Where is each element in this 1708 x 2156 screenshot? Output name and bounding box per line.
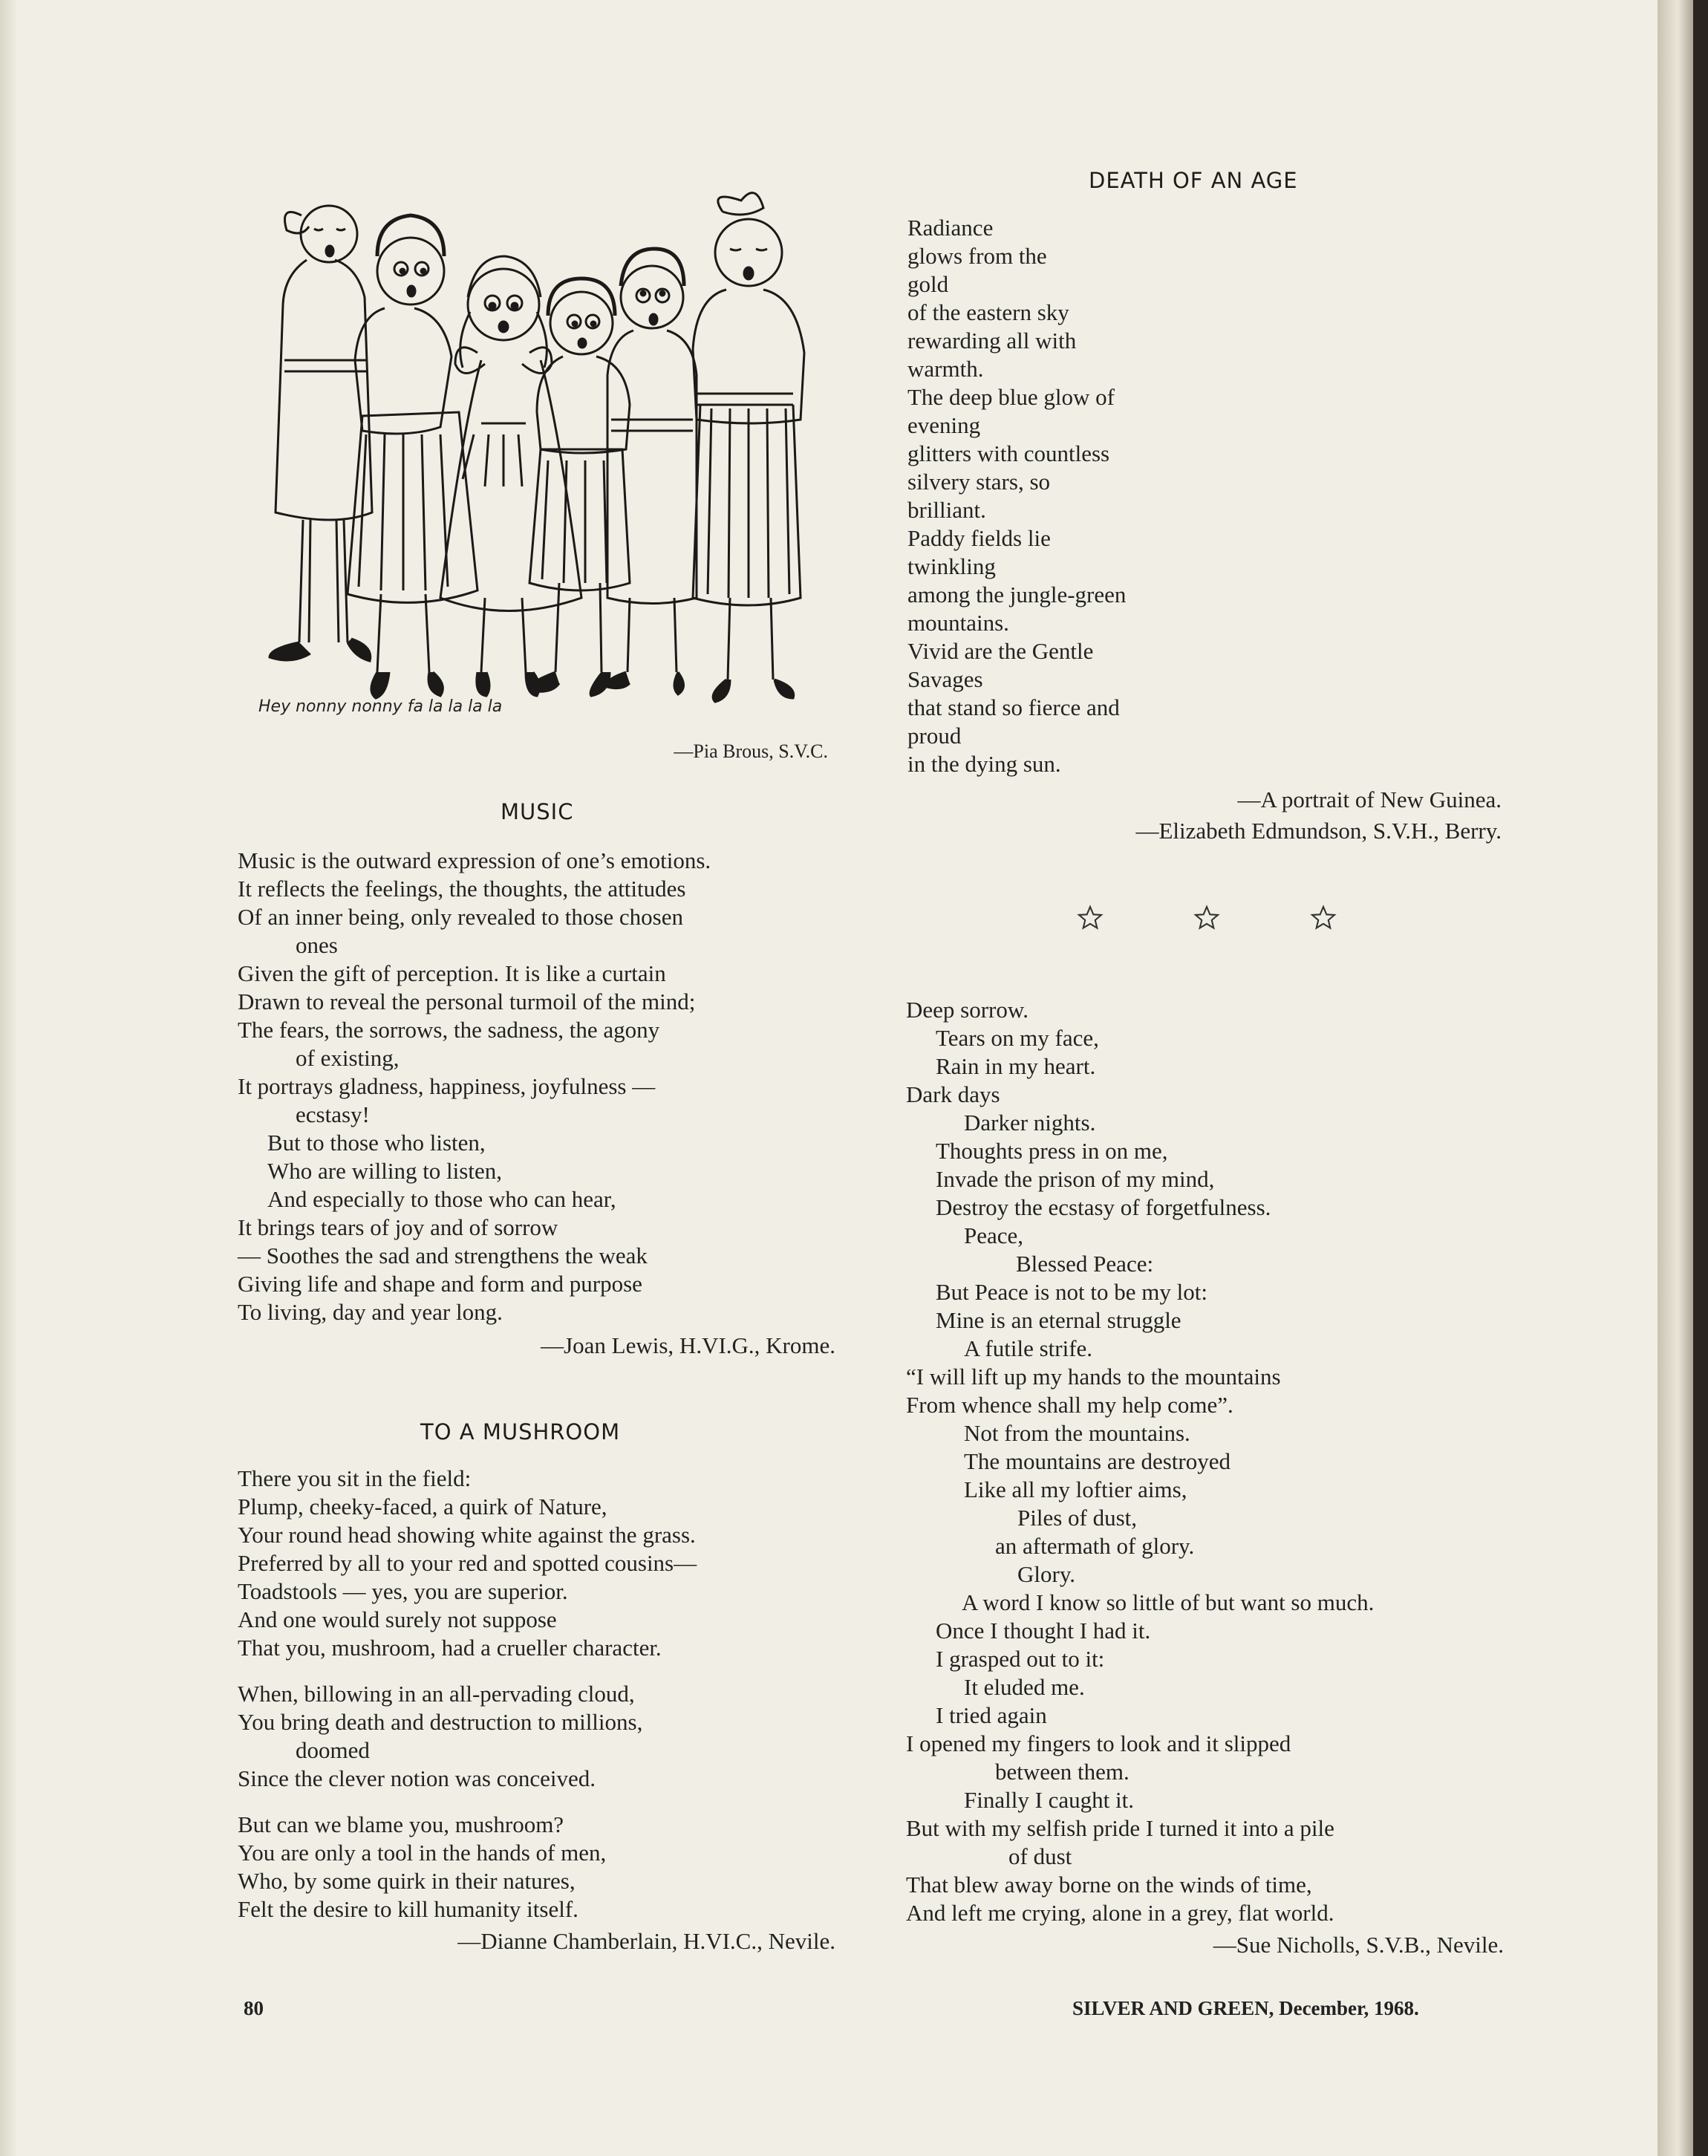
poem-line: And especially to those who can hear, bbox=[267, 1186, 616, 1212]
poem-line: mountains. bbox=[907, 610, 1009, 636]
book-edge bbox=[1693, 0, 1708, 2156]
poem-line: Giving life and shape and form and purpose bbox=[238, 1271, 642, 1297]
poem-line: But Peace is not to be my lot: bbox=[936, 1279, 1207, 1305]
poem-line: When, billowing in an all-pervading cloud, bbox=[238, 1681, 635, 1707]
poem-line: That blew away borne on the winds of time, bbox=[906, 1872, 1312, 1898]
poem-line: It portrays gladness, happiness, joyfulness — bbox=[238, 1073, 656, 1099]
poem-line: You bring death and destruction to millions, bbox=[238, 1709, 643, 1735]
poem-line: Blessed Peace: bbox=[1016, 1251, 1154, 1277]
poem-line: gold bbox=[907, 271, 949, 297]
poem-line: Radiance bbox=[907, 215, 994, 241]
poem-line: It brings tears of joy and of sorrow bbox=[238, 1214, 558, 1240]
poem-line: Music is the outward expression of one’s emotions. bbox=[238, 847, 711, 873]
poem-line: The fears, the sorrows, the sadness, the agony bbox=[238, 1017, 660, 1043]
poem-line: Toadstools — yes, you are superior. bbox=[238, 1578, 568, 1604]
poem-line: Like all my loftier aims, bbox=[964, 1476, 1187, 1502]
star-icon bbox=[1193, 905, 1220, 931]
death-signature: —Elizabeth Edmundson, S.V.H., Berry. bbox=[1135, 818, 1502, 844]
poem-line: of dust bbox=[1008, 1843, 1072, 1869]
poem-line: proud bbox=[907, 723, 962, 749]
poem-line: Rain in my heart. bbox=[936, 1053, 1096, 1079]
poem-line: A futile strife. bbox=[964, 1335, 1093, 1361]
poem-line: in the dying sun. bbox=[907, 751, 1061, 777]
poem-line: Destroy the ecstasy of forgetfulness. bbox=[936, 1194, 1271, 1220]
poem-line: Glory. bbox=[1017, 1561, 1076, 1587]
poem-line: Vivid are the Gentle bbox=[907, 638, 1094, 664]
death-note: —A portrait of New Guinea. bbox=[1237, 786, 1502, 812]
sorrow-signature: —Sue Nicholls, S.V.B., Nevile. bbox=[1213, 1932, 1504, 1958]
poem-line: Who are willing to listen, bbox=[267, 1158, 502, 1184]
publication-footer: SILVER AND GREEN, December, 1968. bbox=[1072, 1997, 1419, 2019]
poem-line: Since the clever notion was conceived. bbox=[238, 1765, 596, 1791]
poem-line: Your round head showing white against the grass. bbox=[238, 1522, 696, 1548]
sorrow-poem bbox=[906, 996, 1504, 1958]
music-poem bbox=[238, 847, 835, 1359]
poem-line: Savages bbox=[907, 666, 983, 692]
poem-line: — Soothes the sad and strengthens the weak bbox=[238, 1243, 648, 1268]
death-title: DEATH OF AN AGE bbox=[1089, 168, 1298, 193]
mushroom-title: TO A MUSHROOM bbox=[420, 1419, 621, 1445]
music-title: MUSIC bbox=[501, 799, 574, 824]
poem-line: Not from the mountains. bbox=[964, 1420, 1190, 1446]
poem-line: evening bbox=[907, 412, 981, 438]
poem-line: Felt the desire to kill humanity itself. bbox=[238, 1896, 578, 1922]
poem-line: But to those who listen, bbox=[267, 1130, 486, 1156]
poem-line: Piles of dust, bbox=[1017, 1505, 1138, 1531]
poem-line: Deep sorrow. bbox=[906, 997, 1029, 1023]
poem-line: I opened my fingers to look and it slipped bbox=[906, 1730, 1291, 1756]
poem-line: Of an inner being, only revealed to those chosen bbox=[238, 904, 684, 930]
poem-line: between them. bbox=[995, 1759, 1130, 1785]
poem-line: Once I thought I had it. bbox=[936, 1618, 1151, 1644]
singing-girls-illustration bbox=[236, 178, 838, 732]
poem-line: Dark days bbox=[906, 1081, 1000, 1107]
poem-line: The mountains are destroyed bbox=[964, 1448, 1231, 1474]
poem-line: From whence shall my help come”. bbox=[906, 1392, 1233, 1418]
poem-line: The deep blue glow of bbox=[907, 384, 1115, 410]
poem-line: Drawn to reveal the personal turmoil of the mind; bbox=[238, 989, 696, 1015]
poem-line: Tears on my face, bbox=[936, 1025, 1099, 1051]
poem-line: Preferred by all to your red and spotted cousins— bbox=[238, 1550, 697, 1576]
poem-line: of existing, bbox=[296, 1045, 400, 1071]
music-signature: —Joan Lewis, H.VI.G., Krome. bbox=[541, 1332, 835, 1358]
page-number: 80 bbox=[244, 1997, 264, 2019]
poem-line: an aftermath of glory. bbox=[995, 1533, 1195, 1559]
poem-line: Finally I caught it. bbox=[964, 1787, 1135, 1813]
poem-line: And left me crying, alone in a grey, flat world. bbox=[906, 1900, 1334, 1926]
poem-line: glows from the bbox=[907, 243, 1047, 269]
poem-line: of the eastern sky bbox=[907, 299, 1069, 325]
poem-line: And one would surely not suppose bbox=[238, 1606, 557, 1632]
death-poem bbox=[907, 214, 1502, 845]
page-gutter bbox=[0, 0, 16, 2156]
poem-line: warmth. bbox=[907, 356, 984, 382]
poem-line: brilliant. bbox=[907, 497, 986, 523]
illustration-caption: Hey nonny nonny fa la la la la bbox=[258, 697, 503, 716]
poem-line: glitters with countless bbox=[907, 440, 1110, 466]
poem-line: But can we blame you, mushroom? bbox=[238, 1811, 564, 1837]
poem-line: ecstasy! bbox=[296, 1101, 370, 1127]
mushroom-poem bbox=[238, 1465, 835, 1955]
poem-line: Peace, bbox=[964, 1222, 1024, 1248]
poem-line: Paddy fields lie bbox=[907, 525, 1051, 551]
poem-line: A word I know so little of but want so much. bbox=[962, 1589, 1375, 1615]
poem-line: To living, day and year long. bbox=[238, 1299, 503, 1325]
section-divider bbox=[1077, 905, 1337, 931]
poem-line: You are only a tool in the hands of men, bbox=[238, 1840, 607, 1866]
star-icon bbox=[1310, 905, 1337, 931]
poem-line: There you sit in the field: bbox=[238, 1465, 472, 1491]
poem-line: But with my selfish pride I turned it into a pile bbox=[906, 1815, 1334, 1841]
poem-line: It eluded me. bbox=[964, 1674, 1085, 1700]
poem-line: rewarding all with bbox=[907, 328, 1077, 354]
poem-line: That you, mushroom, had a crueller character. bbox=[238, 1635, 662, 1661]
poem-line: silvery stars, so bbox=[907, 469, 1051, 495]
poem-line: Darker nights. bbox=[964, 1110, 1096, 1136]
poem-line: Mine is an eternal struggle bbox=[936, 1307, 1181, 1333]
poem-line: “I will lift up my hands to the mountains bbox=[906, 1364, 1281, 1390]
poem-line: doomed bbox=[296, 1737, 370, 1763]
poem-line: Who, by some quirk in their natures, bbox=[238, 1868, 576, 1894]
poem-line: It reflects the feelings, the thoughts, the attitudes bbox=[238, 876, 686, 902]
poem-line: ones bbox=[296, 932, 338, 958]
poem-line: Thoughts press in on me, bbox=[936, 1138, 1168, 1164]
poem-line: Given the gift of perception. It is like a curtain bbox=[238, 960, 666, 986]
poem-line: Invade the prison of my mind, bbox=[936, 1166, 1215, 1192]
illustration-credit: —Pia Brous, S.V.C. bbox=[674, 740, 828, 762]
poem-line: among the jungle-green bbox=[907, 582, 1127, 608]
star-icon bbox=[1077, 905, 1104, 931]
mushroom-signature: —Dianne Chamberlain, H.VI.C., Nevile. bbox=[457, 1928, 835, 1954]
poem-line: I tried again bbox=[936, 1702, 1047, 1728]
poem-line: I grasped out to it: bbox=[936, 1646, 1105, 1672]
poem-line: twinkling bbox=[907, 553, 996, 579]
poem-line: that stand so fierce and bbox=[907, 694, 1120, 720]
poem-line: Plump, cheeky-faced, a quirk of Nature, bbox=[238, 1494, 607, 1520]
